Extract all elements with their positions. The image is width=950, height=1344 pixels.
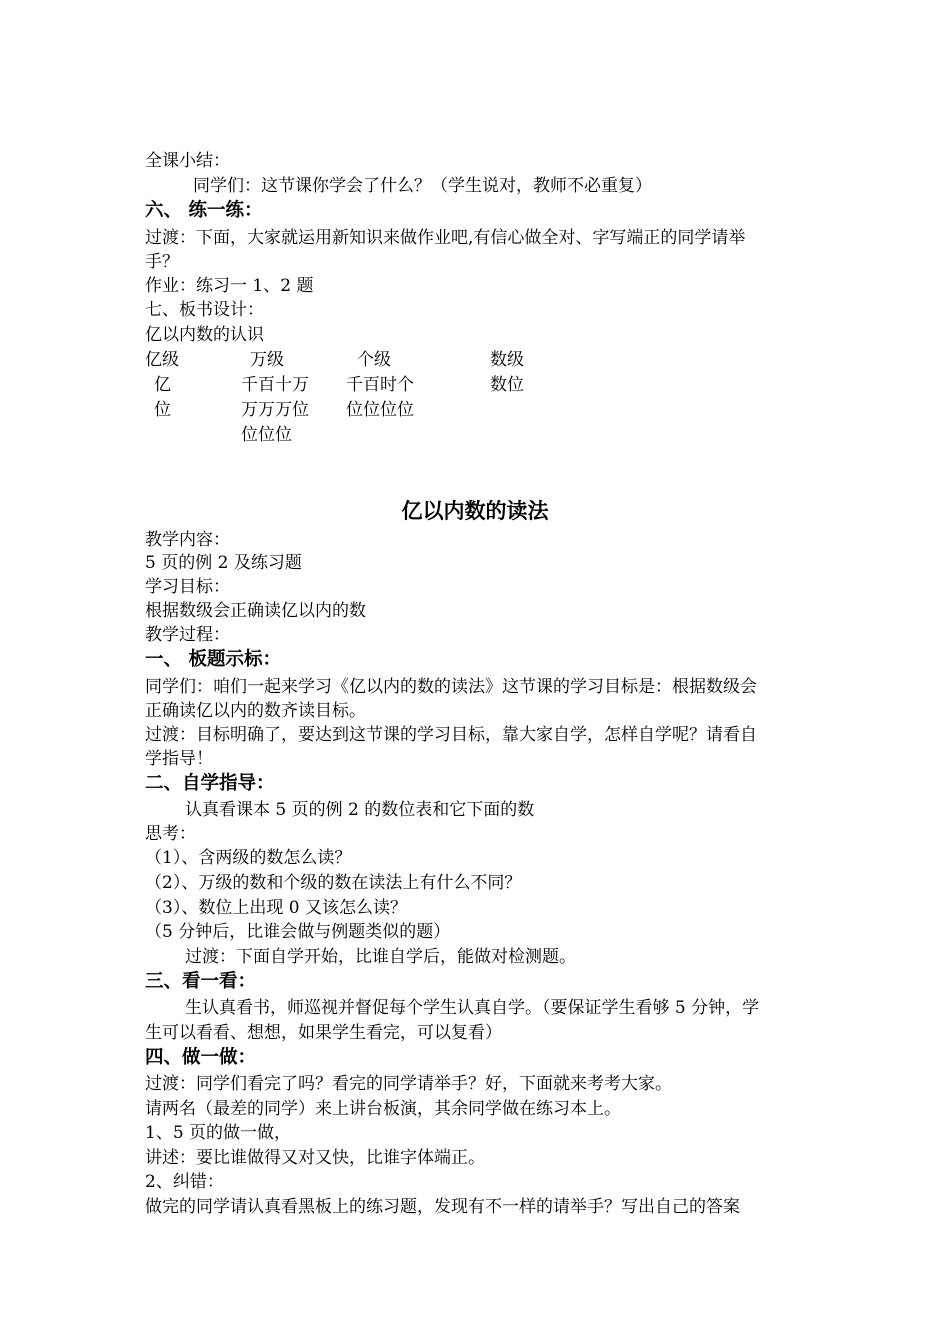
- goal-text: 根据数级会正确读亿以内的数: [145, 601, 366, 621]
- board-cell: 亿级: [145, 350, 179, 370]
- process-heading: 教学过程：: [145, 625, 230, 645]
- section-heading-3: 三、看一看：: [145, 971, 257, 992]
- board-cell: 亿: [154, 375, 171, 395]
- paragraph-line: 生可以看看、想想，如果学生看完，可以复看）: [145, 1023, 502, 1043]
- board-design-heading: 七、板书设计：: [145, 300, 264, 320]
- content-text: 5 页的例 2 及练习题: [145, 553, 302, 573]
- paragraph-line: 学指导！: [145, 749, 213, 769]
- section-heading-2: 二、自学指导：: [145, 773, 275, 794]
- paragraph-line: 讲述：要比谁做得又对又快，比谁字体端正。: [145, 1148, 485, 1168]
- paragraph-line: 同学们：咱们一起来学习《亿以内的数的读法》这节课的学习目标是：根据数级会: [145, 677, 757, 697]
- think-heading: 思考：: [145, 824, 196, 844]
- paragraph-line: 请两名（最差的同学）来上讲台板演，其余同学做在练习本上。: [145, 1099, 621, 1119]
- board-cell: 千百时个: [346, 375, 414, 395]
- question-item: （3）、数位上出现 0 又该怎么读？: [145, 898, 407, 918]
- section-heading-practice: 六、 练一练：: [145, 200, 263, 221]
- board-cell: 位位位: [241, 425, 292, 445]
- paragraph-line: 生认真看书，师巡视并督促每个学生认真自学。（要保证学生看够 5 分钟，学: [185, 998, 760, 1018]
- board-cell: 数位: [490, 375, 524, 395]
- section-heading-4: 四、做一做：: [145, 1047, 257, 1068]
- paragraph-line: 做完的同学请认真看黑板上的练习题，发现有不一样的请举手？写出自己的答案: [145, 1197, 740, 1217]
- homework-line: 作业：练习一 1、2 题: [145, 276, 314, 296]
- question-item: （2）、万级的数和个级的数在读法上有什么不同？: [145, 873, 522, 893]
- board-design-title: 亿以内数的认识: [145, 325, 264, 345]
- summary-text: 同学们：这节课你学会了什么？（学生说对，教师不必重复）: [193, 176, 652, 196]
- paragraph-line: 认真看课本 5 页的例 2 的数位表和它下面的数: [185, 800, 535, 820]
- paragraph-line: 手？: [145, 252, 179, 272]
- board-cell: 位位位位: [346, 400, 414, 420]
- board-cell: 千百十万: [241, 375, 309, 395]
- content-heading: 教学内容：: [145, 530, 230, 550]
- section-heading-1: 一、 板题示标：: [145, 649, 281, 670]
- summary-heading: 全课小结：: [145, 151, 230, 171]
- question-item: （1）、含两级的数怎么读？: [145, 848, 352, 868]
- board-cell: 数级: [490, 350, 524, 370]
- note-line: （5 分钟后，比谁会做与例题类似的题）: [145, 922, 451, 942]
- board-cell: 个级: [357, 350, 391, 370]
- board-cell: 万万万位: [241, 400, 309, 420]
- paragraph-line: 过渡：同学们看完了吗？看完的同学请举手？好，下面就来考考大家。: [145, 1074, 672, 1094]
- paragraph-line: 过渡：下面，大家就运用新知识来做作业吧,有信心做全对、字写端正的同学请举: [145, 228, 746, 248]
- transition-line: 过渡：下面自学开始，比谁自学后，能做对检测题。: [185, 947, 576, 967]
- paragraph-line: 过渡：目标明确了，要达到这节课的学习目标，靠大家自学，怎样自学呢？请看自: [145, 725, 757, 745]
- board-cell: 万级: [250, 350, 284, 370]
- paragraph-line: 1、5 页的做一做，: [145, 1123, 292, 1143]
- lesson-title: 亿以内数的读法: [401, 499, 549, 523]
- paragraph-line: 正确读亿以内的数齐读目标。: [145, 701, 366, 721]
- paragraph-line: 2、纠错：: [145, 1172, 224, 1192]
- board-cell: 位: [154, 400, 171, 420]
- goal-heading: 学习目标：: [145, 577, 230, 597]
